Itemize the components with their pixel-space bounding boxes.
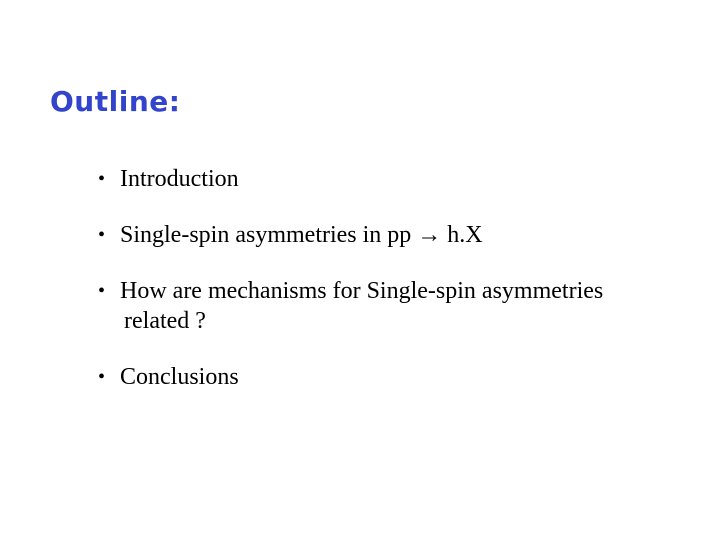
bullet-marker: • — [98, 168, 106, 190]
bullet-text: Introduction — [120, 166, 239, 192]
bullet-text: Conclusions — [120, 364, 239, 390]
bullet-item-conclusions — [98, 362, 698, 392]
bullet-item-mechanisms — [98, 276, 698, 336]
bullet-marker: • — [98, 366, 106, 388]
bullet-item-introduction — [98, 164, 698, 194]
bullet-text-continuation: related ? — [124, 308, 206, 334]
bullet-text: Single-spin asymmetries in pp → h.X — [120, 222, 483, 248]
bullet-marker: • — [98, 224, 106, 246]
slide-title: Outline: — [50, 85, 181, 118]
bullet-list — [98, 164, 698, 418]
bullet-text: How are mechanisms for Single-spin asymmetries — [120, 278, 604, 304]
bullet-item-single-spin — [98, 220, 698, 250]
bullet-marker: • — [98, 280, 106, 302]
